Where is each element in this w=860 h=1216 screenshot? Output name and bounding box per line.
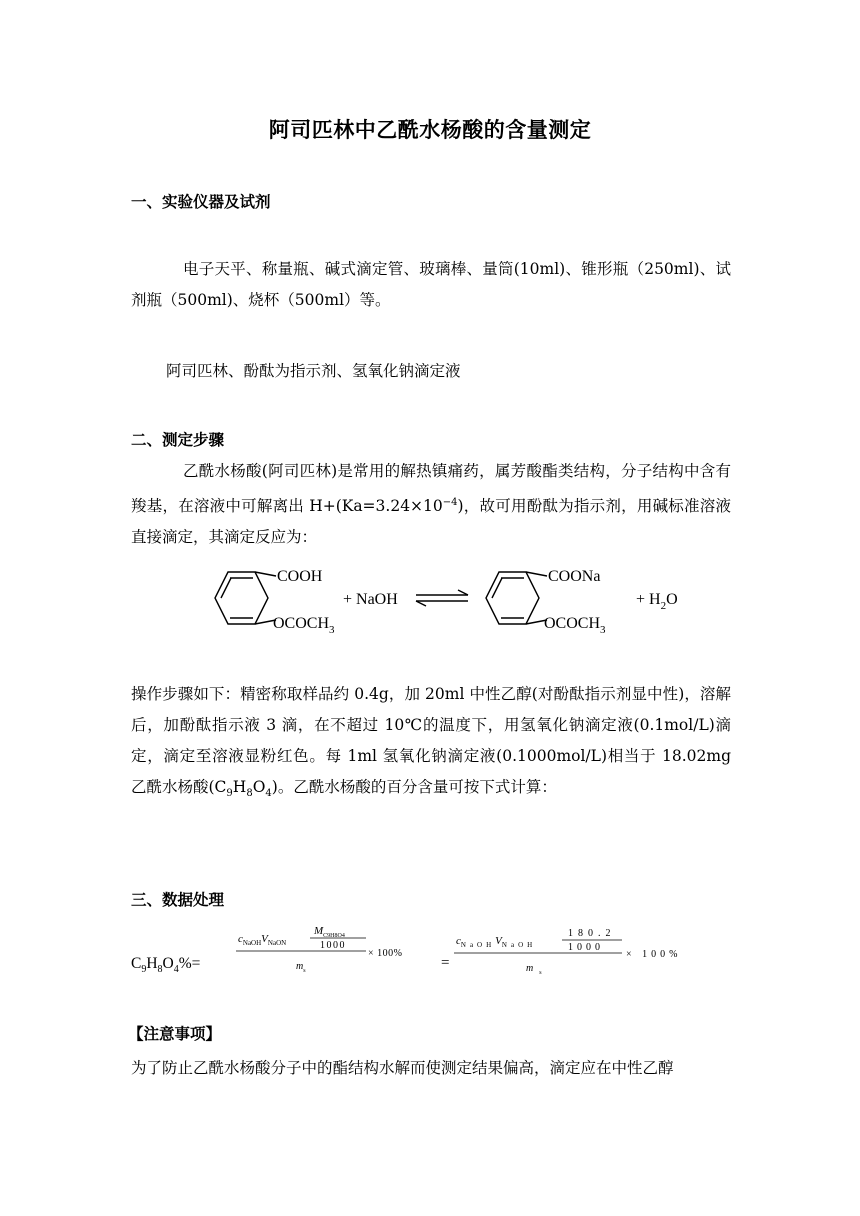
section2-heading: 二、测定步骤 — [131, 431, 225, 449]
product-acetoxy-label: $OCOCH_3$ — [544, 615, 606, 636]
section3-heading: 三、数据处理 — [131, 891, 225, 909]
formula1-sample-mass: $m_s$ — [296, 961, 306, 974]
water-product-label: + $H_2O$ — [636, 591, 678, 612]
formula2-numerator-cv: $c_{NaOH}V_{NaOH}$ — [456, 935, 537, 949]
product-benzene-ring — [486, 572, 547, 624]
formula2-times-100: × 100% — [626, 949, 682, 960]
formula1-numerator-cv: $c_{NaOH}V_{NaON}$ — [238, 933, 287, 947]
formula-1 — [230, 922, 430, 982]
intro-paragraph: 乙酰水杨酸(阿司匹林)是常用的解热镇痛药，属芳酸酯类结构，分子结构中含有羧基，在溶液中可解离出 $H+(Ka=3.24\times 10^{-4})$，故可用酚酞为指示剂，用碱标准溶液直接滴定，其滴定反应为： — [131, 462, 731, 547]
section1-heading: 一、实验仪器及试剂 — [131, 193, 271, 211]
reactant-acetoxy-label: $OCOCH_3$ — [273, 615, 335, 636]
notes-text: 为了防止乙酰水杨酸分子中的酯结构水解而使测定结果偏高，滴定应在中性乙醇 — [131, 1059, 674, 1077]
formula-2 — [450, 922, 710, 982]
reactant-benzene-ring — [215, 572, 276, 624]
formula-label: $C_9H_8O_4\%=$ — [131, 955, 201, 976]
procedure-paragraph: 操作步骤如下：精密称取样品约 0.4g，加 20ml 中性乙醇(对酚酞指示剂显中性)，溶解后，加酚酞指示液 3 滴，在不超过 10℃的温度下，用氢氧化钠滴定液(0.1mol/L)滴定，滴定至溶液显粉红色。每 1ml 氢氧化钠滴定液(0.1000mol/L)相当于 18.02mg 乙酰水杨酸$(C_9H_8O_4)$。乙酰水杨酸的百分含量可按下式计算： — [131, 685, 731, 800]
product-carboxylate-label: COONa — [548, 568, 601, 585]
equals-sign: = — [441, 955, 450, 971]
reaction-equation — [190, 560, 710, 640]
equilibrium-arrow — [416, 590, 468, 606]
formula1-times-100: × 100% — [368, 948, 403, 959]
formula1-molar-mass: $M_{C9H8O4}$ — [314, 925, 345, 939]
naoh-reagent-label: + NaOH — [343, 591, 398, 608]
page-title: 阿司匹林中乙酰水杨酸的含量测定 — [268, 118, 592, 142]
instruments-paragraph: 电子天平、称量瓶、碱式滴定管、玻璃棒、量筒(10ml)、锥形瓶（250ml)、试剂瓶（500ml)、烧杯（500ml）等。 — [131, 260, 731, 309]
reagents-line: 阿司匹林、酚酞为指示剂、氢氧化钠滴定液 — [166, 362, 461, 380]
formula1-inner-denominator: 1000 — [320, 940, 346, 951]
formula2-molar-mass: 180.2 — [568, 928, 616, 939]
formula2-inner-denominator: 1000 — [568, 942, 604, 953]
formula2-sample-mass: m $_s$ — [526, 963, 542, 976]
reactant-carboxyl-label: COOH — [277, 568, 323, 585]
notes-heading: 【注意事项】 — [128, 1025, 222, 1043]
